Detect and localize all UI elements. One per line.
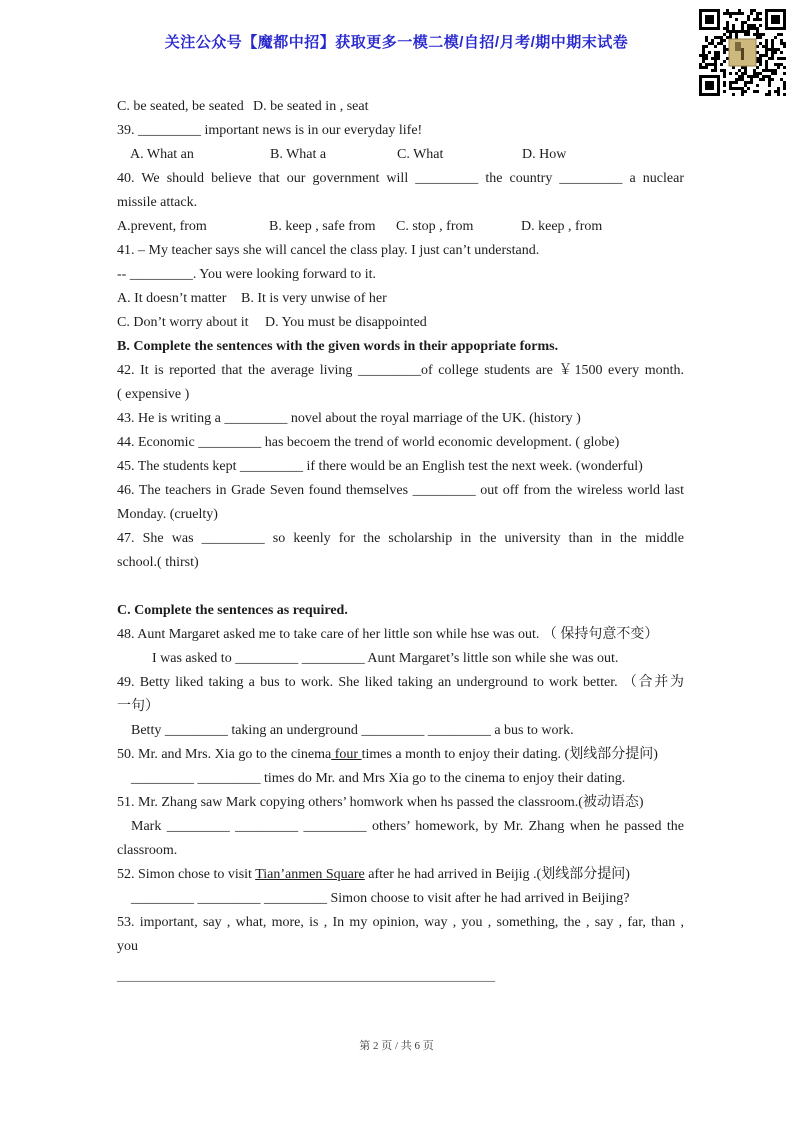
question-51-answer-line: Mark _________ _________ _________ others’ homework, by Mr. Zhang when he passed the <box>131 819 684 834</box>
option-row-41-cd <box>117 311 684 335</box>
question-52 <box>117 863 684 887</box>
question-40-continued: missile attack. <box>117 195 198 210</box>
question-42: 42. It is reported that the average living _________of college students are ￥1500 every month. <box>117 363 684 378</box>
answer-blank-rule: ______________________________________________________ <box>117 969 495 984</box>
option-row-40 <box>117 215 684 239</box>
question-49-continued: 一句） <box>117 699 159 714</box>
option-row-41-ab <box>117 287 684 311</box>
option-a: A. It doesn’t matter <box>117 291 227 306</box>
question-49: 49. Betty liked taking a bus to work. She liked taking an underground to work better. （合并为 <box>117 675 684 690</box>
question-51: 51. Mr. Zhang saw Mark copying others’ homwork when hs passed the classroom.(被动语态) <box>117 795 644 810</box>
option-d: D. be seated in , seat <box>253 99 369 114</box>
section-c-header: C. Complete the sentences as required. <box>117 603 348 618</box>
option-a: A.prevent, from <box>117 219 207 234</box>
question-47: 47. She was _________ so keenly for the scholarship in the university than in the middle <box>117 531 684 546</box>
question-39: 39. _________ important news is in our everyday life! <box>117 123 423 138</box>
question-42-hint: ( expensive ) <box>117 387 190 402</box>
question-53: 53. important, say , what, more, is , In my opinion, way , you , something, the , say , far, than , <box>117 915 684 930</box>
underlined-phrase: Tian’anmen Square <box>255 867 365 882</box>
question-45: 45. The students kept _________ if there would be an English test the next week. (wonderful) <box>117 459 643 474</box>
option-b: B. It is very unwise of her <box>241 291 387 306</box>
underlined-word: four <box>331 747 362 762</box>
option-d: D. You must be disappointed <box>265 315 427 330</box>
question-40: 40. We should believe that our government will _________ the country _________ a nuclear <box>117 171 684 186</box>
question-53-continued: you <box>117 939 138 954</box>
question-50-text: 50. Mr. and Mrs. Xia go to the cinema <box>117 747 332 762</box>
question-52-answer-line: _________ _________ _________ Simon choose to visit after he had arrived in Beijing? <box>131 891 630 906</box>
question-46-continued: Monday. (cruelty) <box>117 507 218 522</box>
question-47-continued: school.( thirst) <box>117 555 199 570</box>
question-49-answer-line: Betty _________ taking an underground _________ _________ a bus to work. <box>131 723 574 738</box>
option-d: D. keep , from <box>521 219 603 234</box>
option-b: B. What a <box>270 147 327 162</box>
section-b-header: B. Complete the sentences with the given words in their appopriate forms. <box>117 339 559 354</box>
option-c: C. What <box>397 147 444 162</box>
question-48-answer-line: I was asked to _________ _________ Aunt Margaret’s little son while she was out. <box>152 651 619 666</box>
question-46: 46. The teachers in Grade Seven found themselves _________ out off from the wireless world last <box>117 483 684 498</box>
page-number: 第 2 页 / 共 6 页 <box>359 1040 434 1052</box>
question-48: 48. Aunt Margaret asked me to take care of her little son while hse was out. （ 保持句意不变） <box>117 627 659 642</box>
spacer-line <box>117 575 684 599</box>
option-row-38 <box>117 95 684 119</box>
question-52-text: after he had arrived in Beijig .(划线部分提问) <box>364 867 630 882</box>
question-41-reply: -- _________. You were looking forward to it. <box>117 267 376 282</box>
question-44: 44. Economic _________ has becoem the trend of world economic development. ( globe) <box>117 435 620 450</box>
option-c: C. Don’t worry about it <box>117 315 249 330</box>
option-b: B. keep , safe from <box>269 219 376 234</box>
question-50-answer-line: _________ _________ times do Mr. and Mrs Xia go to the cinema to enjoy their dating. <box>131 771 626 786</box>
option-c: C. be seated, be seated <box>117 99 244 114</box>
option-c: C. stop , from <box>396 219 474 234</box>
question-43: 43. He is writing a _________ novel about the royal marriage of the UK. (history ) <box>117 411 581 426</box>
question-50 <box>117 743 684 767</box>
question-50-text: times a month to enjoy their dating. (划线部分提问) <box>361 747 658 762</box>
question-41: 41. – My teacher says she will cancel the class play. I just can’t understand. <box>117 243 540 258</box>
qr-code <box>699 9 786 96</box>
question-51-answer-continued: classroom. <box>117 843 178 858</box>
option-d: D. How <box>522 147 567 162</box>
exam-body <box>117 95 684 989</box>
option-row-39 <box>117 143 684 167</box>
header-promo: 关注公众号【魔都中招】获取更多一模二模/自招/月考/期中期末试卷 <box>164 34 629 51</box>
option-a: A. What an <box>130 147 194 162</box>
question-52-text: 52. Simon chose to visit <box>117 867 256 882</box>
